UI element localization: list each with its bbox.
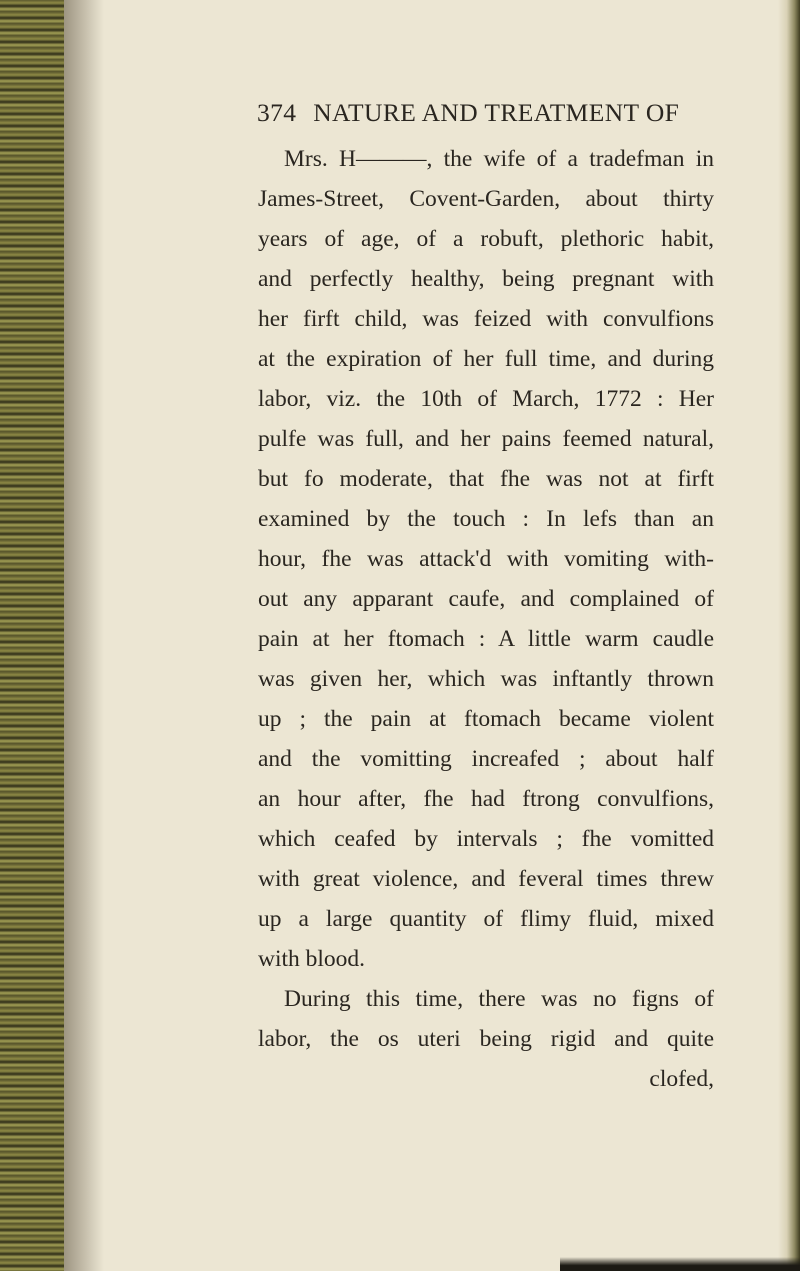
text-line: out any apparant caufe, and complained of bbox=[258, 586, 714, 612]
text-line: but fo moderate, that fhe was not at firft bbox=[258, 466, 714, 492]
text-line: with great violence, and feveral times threw bbox=[258, 866, 714, 892]
page-number: 374 bbox=[257, 98, 297, 127]
text-line: years of age, of a robuft, plethoric habit, bbox=[258, 226, 714, 252]
text-line: up ; the pain at ftomach became violent bbox=[258, 706, 714, 732]
text-line: was given her, which was inftantly thrown bbox=[258, 666, 714, 692]
text-line: Mrs. H———, the wife of a tradefman in bbox=[284, 146, 714, 172]
catchword: clofed, bbox=[649, 1066, 714, 1092]
text-line: During this time, there was no figns of bbox=[284, 986, 714, 1012]
text-line: an hour after, fhe had ftrong convulfions, bbox=[258, 786, 714, 812]
body-text bbox=[258, 139, 714, 1099]
text-line: which ceafed by intervals ; fhe vomitted bbox=[258, 826, 714, 852]
text-line: and perfectly healthy, being pregnant with bbox=[258, 266, 714, 292]
text-line: up a large quantity of flimy fluid, mixed bbox=[258, 906, 714, 932]
text-line: examined by the touch : In lefs than an bbox=[258, 506, 714, 532]
text-line: hour, fhe was attack'd with vomiting with- bbox=[258, 546, 714, 572]
page-edge bbox=[778, 0, 800, 1271]
text-line: James-Street, Covent-Garden, about thirty bbox=[258, 186, 714, 212]
book-spine bbox=[0, 0, 64, 1271]
page-bottom-shadow bbox=[560, 1257, 800, 1271]
running-title: NATURE AND TREATMENT OF bbox=[313, 98, 680, 127]
text-line: labor, the os uteri being rigid and quite bbox=[258, 1026, 714, 1052]
text-line: with blood. bbox=[258, 946, 366, 972]
text-line: pulfe was full, and her pains feemed natural, bbox=[258, 426, 714, 452]
text-line: labor, viz. the 10th of March, 1772 : Her bbox=[258, 386, 714, 412]
text-line: pain at her ftomach : A little warm caudle bbox=[258, 626, 714, 652]
running-head bbox=[257, 98, 679, 128]
text-line: and the vomitting increafed ; about half bbox=[258, 746, 714, 772]
text-line: her firft child, was feized with convulfions bbox=[258, 306, 714, 332]
text-line: at the expiration of her full time, and during bbox=[258, 346, 714, 372]
gutter-shadow bbox=[64, 0, 104, 1271]
